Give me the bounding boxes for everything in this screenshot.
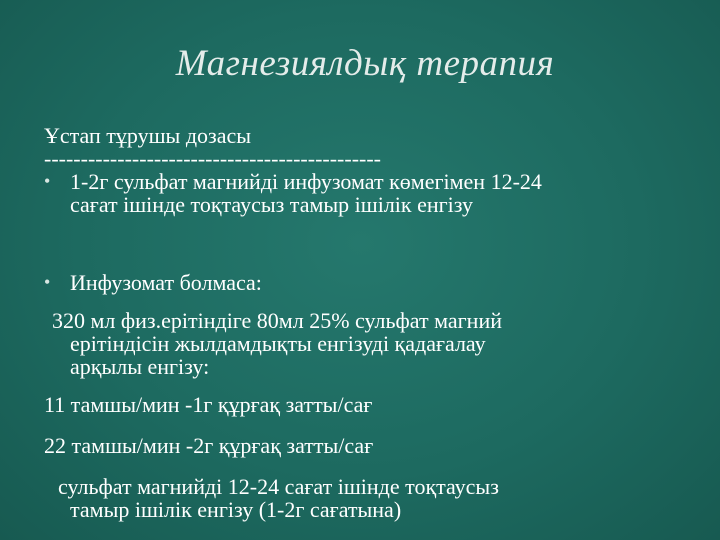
bullet-item-2 (44, 271, 704, 294)
final-line-1: сульфат магнийді 12-24 сағат ішінде тоқтаусыз (58, 474, 499, 499)
bullet-item-1 (44, 170, 704, 216)
bullet-2-text: Инфузомат болмаса: (70, 270, 262, 295)
subheading: Ұстап тұрушы дозасы (44, 123, 252, 148)
spacer (44, 216, 704, 256)
bullet-1-line-2: сағат ішінде тоқтаусыз тамыр ішілік енгізу (70, 192, 474, 217)
rate-line-1: 11 тамшы/мин -1г құрғақ затты/сағ (44, 392, 373, 417)
paragraph-line-1: 320 мл физ.ерітіндіге 80мл 25% сульфат магний (52, 308, 502, 333)
divider-line: ---------------------------------------------- (44, 146, 382, 171)
bullet-icon: • (44, 171, 51, 191)
bullet-1-line-1: 1-2г сульфат магнийді инфузомат көмегімен 12-24 (70, 169, 542, 194)
slide-body (44, 124, 704, 521)
slide-title: Магнезиялдық терапия (175, 43, 555, 84)
rate-line-2: 22 тамшы/мин -2г құрғақ затты/сағ (44, 433, 374, 458)
final-line-2: тамыр ішілік енгізу (1-2г сағатына) (70, 497, 402, 522)
paragraph-line-2: ерітіндісін жылдамдықты енгізуді қадағалау (70, 331, 486, 356)
bullet-icon: • (44, 272, 51, 292)
paragraph-line-3: арқылы енгізу: (70, 354, 210, 379)
